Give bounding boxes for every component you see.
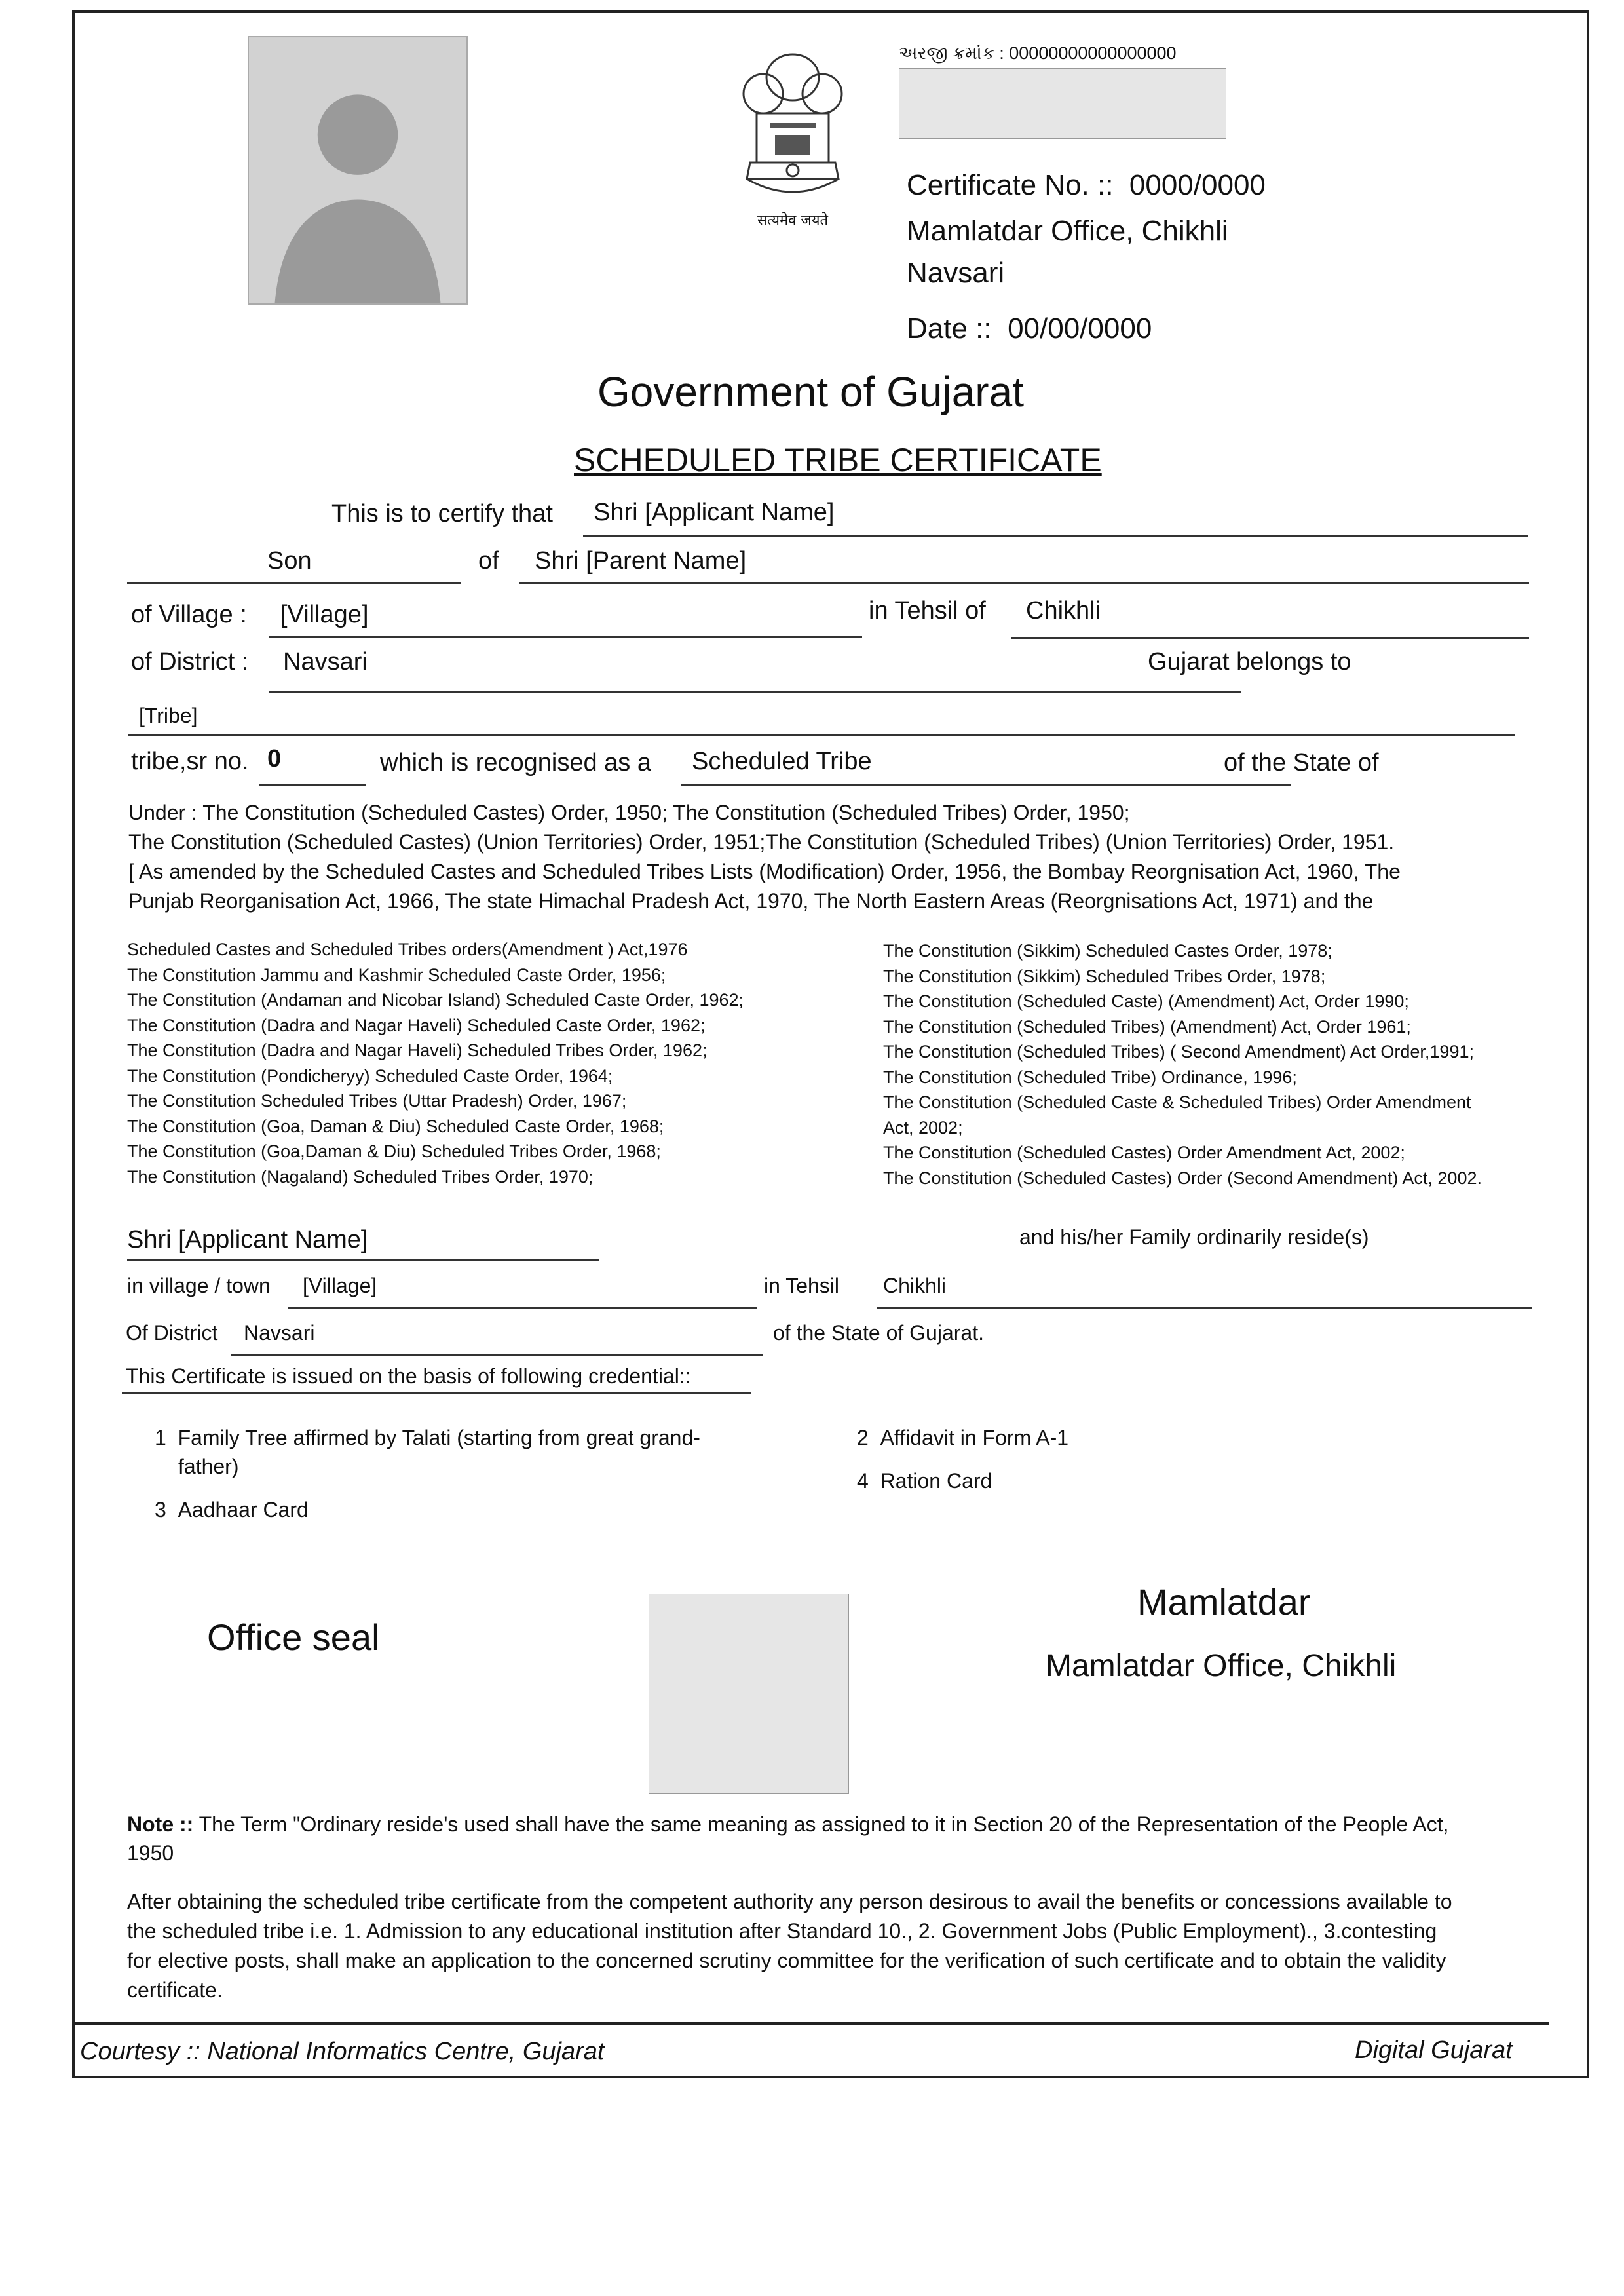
- residence-tehsil: Chikhli: [883, 1274, 947, 1297]
- applicant-photo: [248, 36, 468, 305]
- footer-divider: [72, 2022, 1549, 2025]
- order-right-6: The Constitution (Scheduled Tribe) Ordinance, 1996;: [883, 1067, 1297, 1087]
- page-title: Government of Gujarat: [597, 368, 1024, 415]
- after-line-3: for elective posts, shall make an application to the concerned scrutiny committee for the verification of such certificate and to obtain the validity: [127, 1949, 1446, 1972]
- after-line-1: After obtaining the scheduled tribe certificate from the competent authority any person desirous to avail the benefits or concessions available to: [127, 1890, 1452, 1913]
- state-gujarat-label: of the State of Gujarat.: [773, 1321, 984, 1345]
- order-right-2: The Constitution (Sikkim) Scheduled Tribes Order, 1978;: [883, 966, 1326, 986]
- under-line-3: [ As amended by the Scheduled Castes and Scheduled Tribes Lists (Modification) Order, 1956, the Bombay Reorgnisation Act, 1960, The: [128, 860, 1401, 883]
- gujarat-belongs-label: Gujarat belongs to: [1148, 648, 1351, 676]
- under-line-1: Under : The Constitution (Scheduled Castes) Order, 1950; The Constitution (Scheduled Tribes) Order, 1950;: [128, 801, 1130, 824]
- credential-1-num: 1: [155, 1426, 166, 1449]
- order-left-3: The Constitution (Andaman and Nicobar Island) Scheduled Caste Order, 1962;: [127, 990, 744, 1010]
- residence-village: [Village]: [303, 1274, 377, 1297]
- emblem-motto: सत्यमेव जयते: [757, 212, 829, 229]
- order-right-10: The Constitution (Scheduled Castes) Order (Second Amendment) Act, 2002.: [883, 1168, 1482, 1188]
- tehsil-label: in Tehsil of: [869, 597, 986, 624]
- footer-courtesy: Courtesy :: National Informatics Centre, Gujarat: [80, 2038, 605, 2065]
- credential-1-text: Family Tree affirmed by Talati (starting from great grand-: [178, 1426, 700, 1449]
- barcode-icon: [899, 68, 1226, 139]
- order-left-9: The Constitution (Goa,Daman & Diu) Scheduled Tribes Order, 1968;: [127, 1141, 661, 1161]
- order-left-5: The Constitution (Dadra and Nagar Haveli) Scheduled Tribes Order, 1962;: [127, 1041, 708, 1060]
- office-line-2: Navsari: [907, 257, 1005, 289]
- order-right-7: The Constitution (Scheduled Caste & Scheduled Tribes) Order Amendment: [883, 1092, 1471, 1112]
- office-line-1: Mamlatdar Office, Chikhli: [907, 215, 1228, 247]
- residence-person-name: Shri [Applicant Name]: [127, 1226, 368, 1253]
- village-label: of Village :: [131, 601, 247, 628]
- village: [Village]: [280, 601, 369, 628]
- order-left-10: The Constitution (Nagaland) Scheduled Tribes Order, 1970;: [127, 1166, 594, 1187]
- tribe-sr-label: tribe,sr no.: [131, 748, 249, 775]
- after-line-2: the scheduled tribe i.e. 1. Admission to any educational institution after Standard 10., 2. Government Jobs (Public Employment)., 3.contesting: [127, 1919, 1437, 1943]
- family-reside-label: and his/her Family ordinarily reside(s): [1019, 1225, 1369, 1249]
- order-right-4: The Constitution (Scheduled Tribes) (Amendment) Act, Order 1961;: [883, 1016, 1411, 1037]
- signatory-office: Mamlatdar Office, Chikhli: [1046, 1649, 1397, 1683]
- qr-code-icon: [649, 1594, 849, 1794]
- credential-1-text-2: father): [178, 1455, 239, 1478]
- recognised-label: which is recognised as a: [380, 749, 651, 776]
- tribe-name: [Tribe]: [139, 704, 198, 727]
- relation: Son: [267, 547, 312, 575]
- tribe-sr-no: 0: [267, 745, 282, 773]
- village-town-label: in village / town: [127, 1274, 271, 1297]
- state-of-label: of the State of: [1224, 749, 1379, 776]
- credential-4-num: 4: [857, 1469, 869, 1493]
- certificate-date: 00/00/0000: [1008, 313, 1152, 345]
- order-left-7: The Constitution Scheduled Tribes (Uttar Pradesh) Order, 1967;: [127, 1091, 627, 1111]
- office-seal: Office seal: [207, 1617, 380, 1658]
- after-line-4: certificate.: [127, 1978, 223, 2002]
- district-label: of District :: [131, 648, 249, 676]
- credential-3-text: Aadhaar Card: [178, 1498, 309, 1521]
- note-text: The Term "Ordinary reside's used shall have the same meaning as assigned to it in Section 20 of the Representation of the People Act,: [198, 1812, 1449, 1836]
- order-left-1: Scheduled Castes and Scheduled Tribes orders(Amendment ) Act,1976: [127, 940, 688, 959]
- order-left-6: The Constitution (Pondicheryy) Scheduled Caste Order, 1964;: [127, 1065, 613, 1086]
- note-text-2: 1950: [127, 1841, 174, 1865]
- certificate-no: 0000/0000: [1129, 169, 1266, 201]
- order-left-2: The Constitution Jammu and Kashmir Scheduled Caste Order, 1956;: [127, 965, 666, 985]
- order-right-5: The Constitution (Scheduled Tribes) ( Second Amendment) Act Order,1991;: [883, 1042, 1474, 1062]
- residence-district: Navsari: [244, 1321, 315, 1345]
- residence-tehsil-label: in Tehsil: [764, 1274, 840, 1297]
- tehsil: Chikhli: [1026, 597, 1101, 624]
- order-left-8: The Constitution (Goa, Daman & Diu) Scheduled Caste Order, 1968;: [127, 1116, 664, 1136]
- footer-digital-gujarat: Digital Gujarat: [1355, 2037, 1513, 2064]
- certify-label: This is to certify that: [331, 500, 553, 527]
- date-label: Date ::: [907, 313, 992, 345]
- application-number: અરજી ક્રમાંક : 00000000000000000: [899, 43, 1177, 63]
- certificate-no-label: Certificate No. ::: [907, 169, 1114, 201]
- credential-3-num: 3: [155, 1498, 166, 1521]
- order-right-8: Act, 2002;: [883, 1117, 963, 1138]
- certificate-subtitle: SCHEDULED TRIBE CERTIFICATE: [574, 442, 1102, 478]
- district-label-2: Of District: [126, 1321, 218, 1345]
- note-label: Note ::: [127, 1812, 194, 1836]
- credential-label: This Certificate is issued on the basis of following credential::: [126, 1364, 691, 1388]
- credential-2-num: 2: [857, 1426, 869, 1449]
- order-right-9: The Constitution (Scheduled Castes) Order Amendment Act, 2002;: [883, 1143, 1405, 1162]
- credential-2-text: Affidavit in Form A-1: [880, 1426, 1069, 1449]
- order-right-3: The Constitution (Scheduled Caste) (Amendment) Act, Order 1990;: [883, 991, 1409, 1011]
- district: Navsari: [283, 648, 368, 676]
- signatory-designation: Mamlatdar: [1137, 1581, 1311, 1622]
- under-line-4: Punjab Reorganisation Act, 1966, The state Himachal Pradesh Act, 1970, The North Eastern Areas (Reorgnisations Act, 1971) and the: [128, 889, 1374, 913]
- order-left-4: The Constitution (Dadra and Nagar Haveli) Scheduled Caste Order, 1962;: [127, 1015, 706, 1035]
- person-name: Shri [Applicant Name]: [594, 499, 835, 526]
- emblem-of-india-icon: [724, 38, 861, 235]
- parent-name: Shri [Parent Name]: [535, 547, 747, 575]
- credential-4-text: Ration Card: [880, 1469, 992, 1493]
- recognised-as: Scheduled Tribe: [692, 748, 872, 775]
- order-right-1: The Constitution (Sikkim) Scheduled Castes Order, 1978;: [883, 941, 1332, 961]
- of-label: of: [478, 547, 499, 575]
- under-line-2: The Constitution (Scheduled Castes) (Union Territories) Order, 1951;The Constitution (Scheduled Tribes) (Union Territories) Order, 1951.: [128, 830, 1395, 854]
